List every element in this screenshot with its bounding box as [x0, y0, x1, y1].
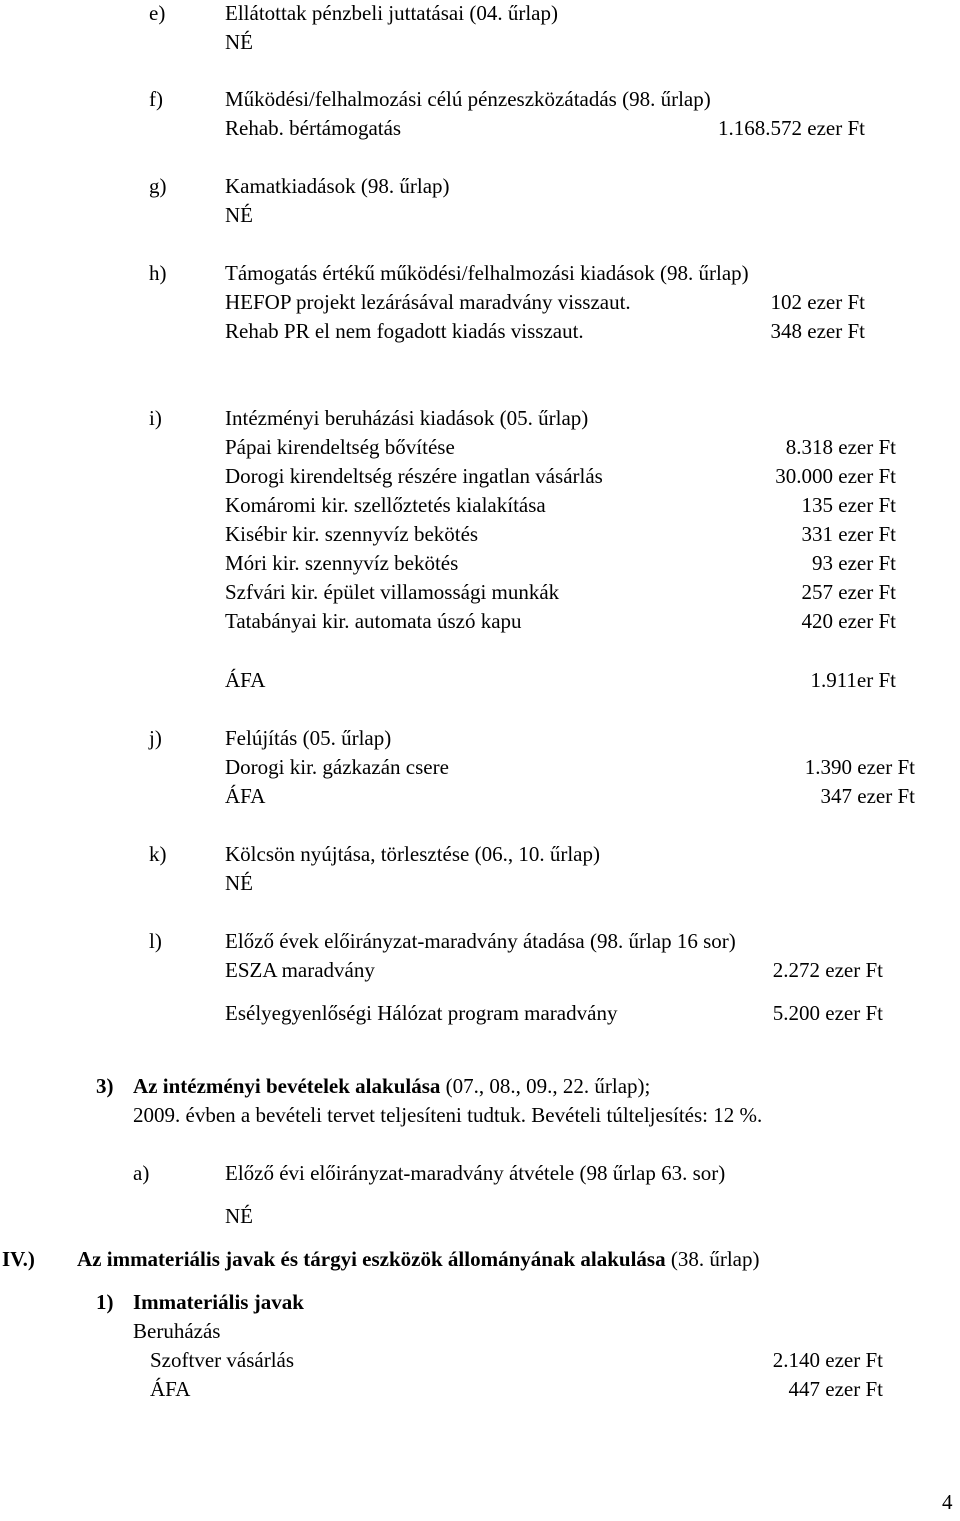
section-h-letter: h) — [149, 261, 167, 285]
section-iv-1-title: Immateriális javak — [133, 1290, 304, 1314]
section-h-item-value: 348 ezer Ft — [770, 319, 865, 343]
section-l-title: Előző évek előirányzat-maradvány átadása (98. űrlap 16 sor) — [225, 929, 736, 953]
section-iv-number: IV.) — [2, 1247, 35, 1271]
section-g-letter: g) — [149, 174, 167, 198]
section-i-letter: i) — [149, 406, 162, 430]
section-iv-1-number: 1) — [96, 1290, 114, 1314]
section-f-item-label: Rehab. bértámogatás — [225, 116, 402, 140]
section-i-item-value: 30.000 ezer Ft — [775, 464, 896, 488]
section-j-letter: j) — [149, 726, 162, 750]
section-iv-1-afa-label: ÁFA — [150, 1377, 191, 1401]
section-l-item-label: Esélyegyenlőségi Hálózat program maradvány — [225, 1001, 618, 1025]
section-i-afa-value: 1.911er Ft — [810, 668, 896, 692]
section-j-afa-label: ÁFA — [225, 784, 266, 808]
section-l-item-label: ESZA maradvány — [225, 958, 375, 982]
section-e-title: Ellátottak pénzbeli juttatásai (04. űrlap) — [225, 1, 558, 25]
section-i-item-value: 420 ezer Ft — [801, 609, 896, 633]
section-l-letter: l) — [149, 929, 162, 953]
section-i-item-value: 8.318 ezer Ft — [785, 435, 896, 459]
section-i-item-label: Szfvári kir. épület villamossági munkák — [225, 580, 560, 604]
section-i-title: Intézményi beruházási kiadások (05. űrlap) — [225, 406, 589, 430]
section-i-item-label: Móri kir. szennyvíz bekötés — [225, 551, 459, 575]
section-iv-1-afa-value: 447 ezer Ft — [788, 1377, 883, 1401]
section-i-item-label: Komáromi kir. szellőztetés kialakítása — [225, 493, 546, 517]
section-iv-title-rest: (38. űrlap) — [665, 1247, 760, 1271]
section-h-title: Támogatás értékű működési/felhalmozási kiadások (98. űrlap) — [225, 261, 749, 285]
section-3-text: 2009. évben a bevételi tervet teljesíteni tudtuk. Bevételi túlteljesítés: 12 %. — [133, 1103, 763, 1127]
section-h-item-label: Rehab PR el nem fogadott kiadás visszaut. — [225, 319, 584, 343]
section-3a-letter: a) — [133, 1161, 150, 1185]
section-k-title: Kölcsön nyújtása, törlesztése (06., 10. űrlap) — [225, 842, 600, 866]
section-i-item-label: Kisébir kir. szennyvíz bekötés — [225, 522, 479, 546]
section-j-item-label: Dorogi kir. gázkazán csere — [225, 755, 449, 779]
section-g-ne: NÉ — [225, 203, 253, 227]
section-3a-title: Előző évi előirányzat-maradvány átvétele (98 űrlap 63. sor) — [225, 1161, 726, 1185]
page-number: 4 — [942, 1490, 953, 1514]
section-j-afa-value: 347 ezer Ft — [820, 784, 915, 808]
section-k-letter: k) — [149, 842, 167, 866]
section-e-letter: e) — [149, 1, 166, 25]
section-i-afa-label: ÁFA — [225, 668, 266, 692]
section-i-item-value: 257 ezer Ft — [801, 580, 896, 604]
section-k-ne: NÉ — [225, 871, 253, 895]
section-h-item-label: HEFOP projekt lezárásával maradvány visszaut. — [225, 290, 631, 314]
section-e-ne: NÉ — [225, 30, 253, 54]
section-g-title: Kamatkiadások (98. űrlap) — [225, 174, 450, 198]
section-l-item-value: 2.272 ezer Ft — [772, 958, 883, 982]
section-l-item-value: 5.200 ezer Ft — [772, 1001, 883, 1025]
section-iv-1-item-label: Szoftver vásárlás — [150, 1348, 295, 1372]
section-i-item-label: Pápai kirendeltség bővítése — [225, 435, 455, 459]
section-i-item-value: 135 ezer Ft — [801, 493, 896, 517]
section-i-item-label: Dorogi kirendeltség részére ingatlan vásárlás — [225, 464, 603, 488]
section-i-item-value: 93 ezer Ft — [812, 551, 896, 575]
section-i-item-value: 331 ezer Ft — [801, 522, 896, 546]
section-f-letter: f) — [149, 87, 163, 111]
section-3a-ne: NÉ — [225, 1204, 253, 1228]
section-iv-1-item-value: 2.140 ezer Ft — [772, 1348, 883, 1372]
section-iv-title-bold: Az immateriális javak és tárgyi eszközök állományának alakulása — [77, 1247, 666, 1271]
section-3-title-bold: Az intézményi bevételek alakulása — [133, 1074, 441, 1098]
section-iv-1-group: Beruházás — [133, 1319, 221, 1343]
section-3-title-rest: (07., 08., 09., 22. űrlap); — [440, 1074, 651, 1098]
section-f-item-value: 1.168.572 ezer Ft — [718, 116, 865, 140]
section-f-title: Működési/felhalmozási célú pénzeszközátadás (98. űrlap) — [225, 87, 711, 111]
section-j-item-value: 1.390 ezer Ft — [804, 755, 915, 779]
section-3-number: 3) — [96, 1074, 114, 1098]
section-iv-heading — [77, 1249, 759, 1270]
section-j-title: Felújítás (05. űrlap) — [225, 726, 392, 750]
section-3-heading — [133, 1076, 650, 1097]
section-h-item-value: 102 ezer Ft — [770, 290, 865, 314]
section-i-item-label: Tatabányai kir. automata úszó kapu — [225, 609, 522, 633]
